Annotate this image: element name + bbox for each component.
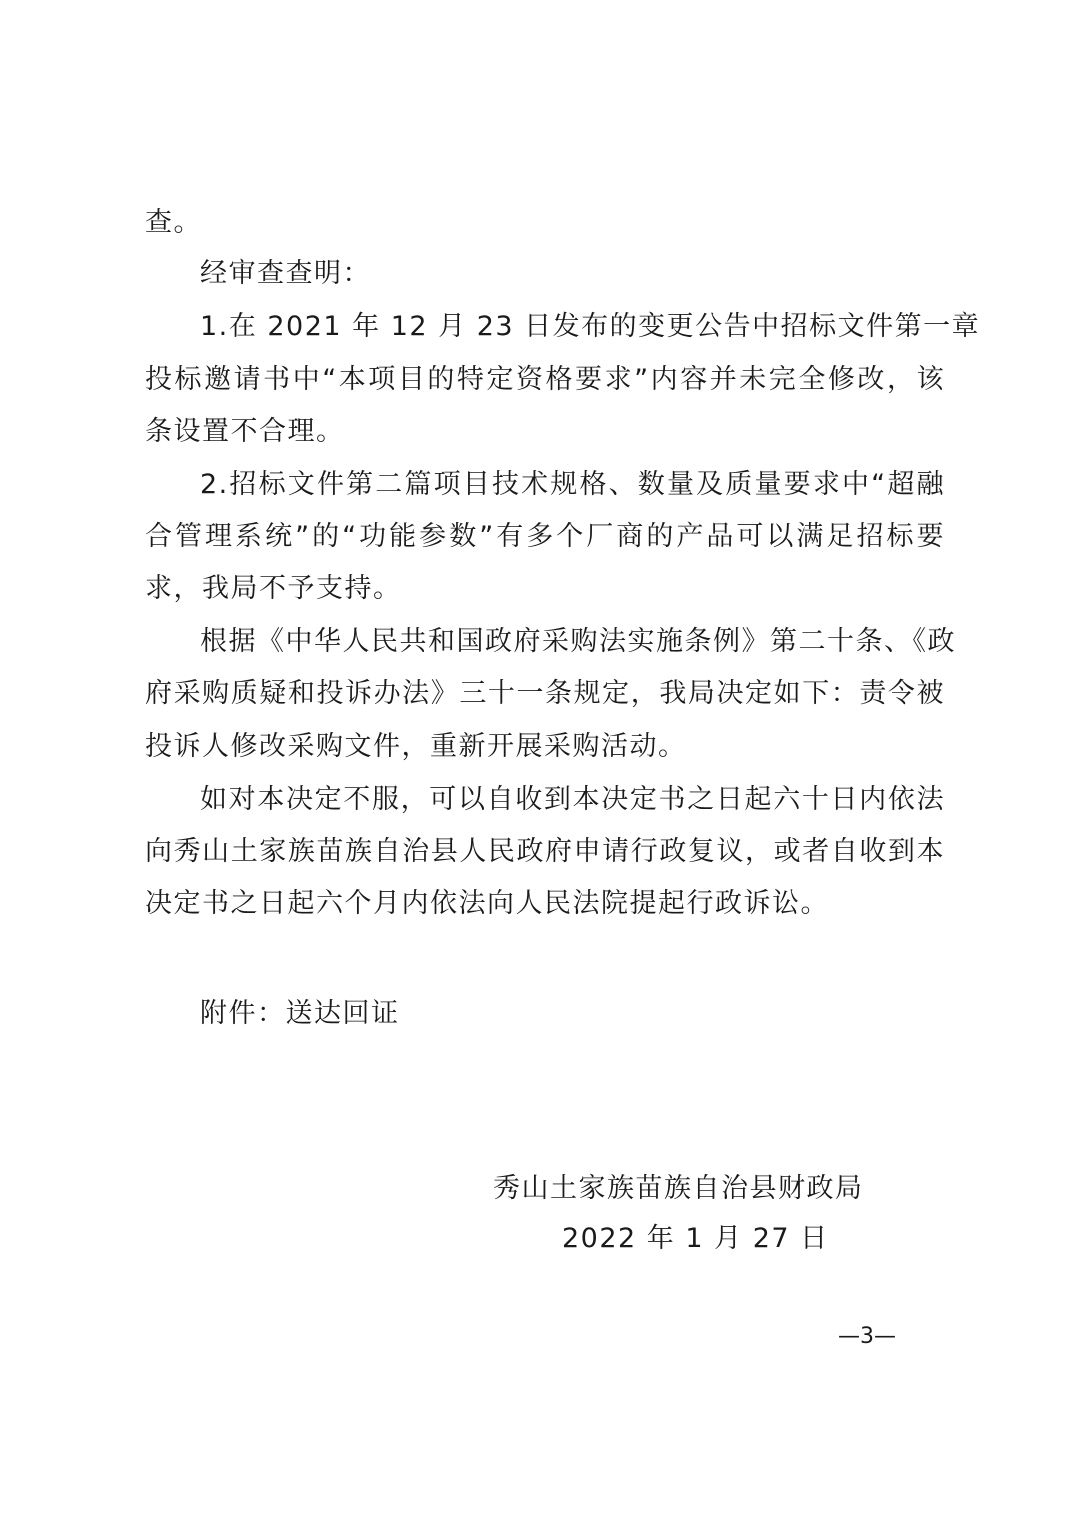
text-line: 条设置不合理。 xyxy=(145,416,345,447)
signature-date: 2022 年 1 月 27 日 xyxy=(562,1223,829,1254)
text-line: 经审查查明： xyxy=(200,258,371,289)
text-line: 查。 xyxy=(145,207,202,238)
text-line: 求，我局不予支持。 xyxy=(145,573,402,604)
text-line: 2.招标文件第二篇项目技术规格、数量及质量要求中“超融 xyxy=(200,469,945,500)
page-number: —3— xyxy=(838,1324,896,1349)
text-line: 1.在 2021 年 12 月 23 日发布的变更公告中招标文件第一章 xyxy=(200,311,981,342)
text-line: 府采购质疑和投诉办法》三十一条规定，我局决定如下：责令被 xyxy=(145,678,945,709)
attachment-line: 附件：送达回证 xyxy=(200,998,400,1029)
text-line: 如对本决定不服，可以自收到本决定书之日起六十日内依法 xyxy=(200,784,945,815)
text-line: 投标邀请书中“本项目的特定资格要求”内容并未完全修改，该 xyxy=(145,364,945,395)
signature-organization: 秀山土家族苗族自治县财政局 xyxy=(493,1173,864,1204)
text-line: 决定书之日起六个月内依法向人民法院提起行政诉讼。 xyxy=(145,888,829,919)
text-line: 向秀山土家族苗族自治县人民政府申请行政复议，或者自收到本 xyxy=(145,836,945,867)
text-line: 投诉人修改采购文件，重新开展采购活动。 xyxy=(145,731,687,762)
text-line: 根据《中华人民共和国政府采购法实施条例》第二十条、《政 xyxy=(200,626,956,657)
text-line: 合管理系统”的“功能参数”有多个厂商的产品可以满足招标要 xyxy=(145,521,945,552)
